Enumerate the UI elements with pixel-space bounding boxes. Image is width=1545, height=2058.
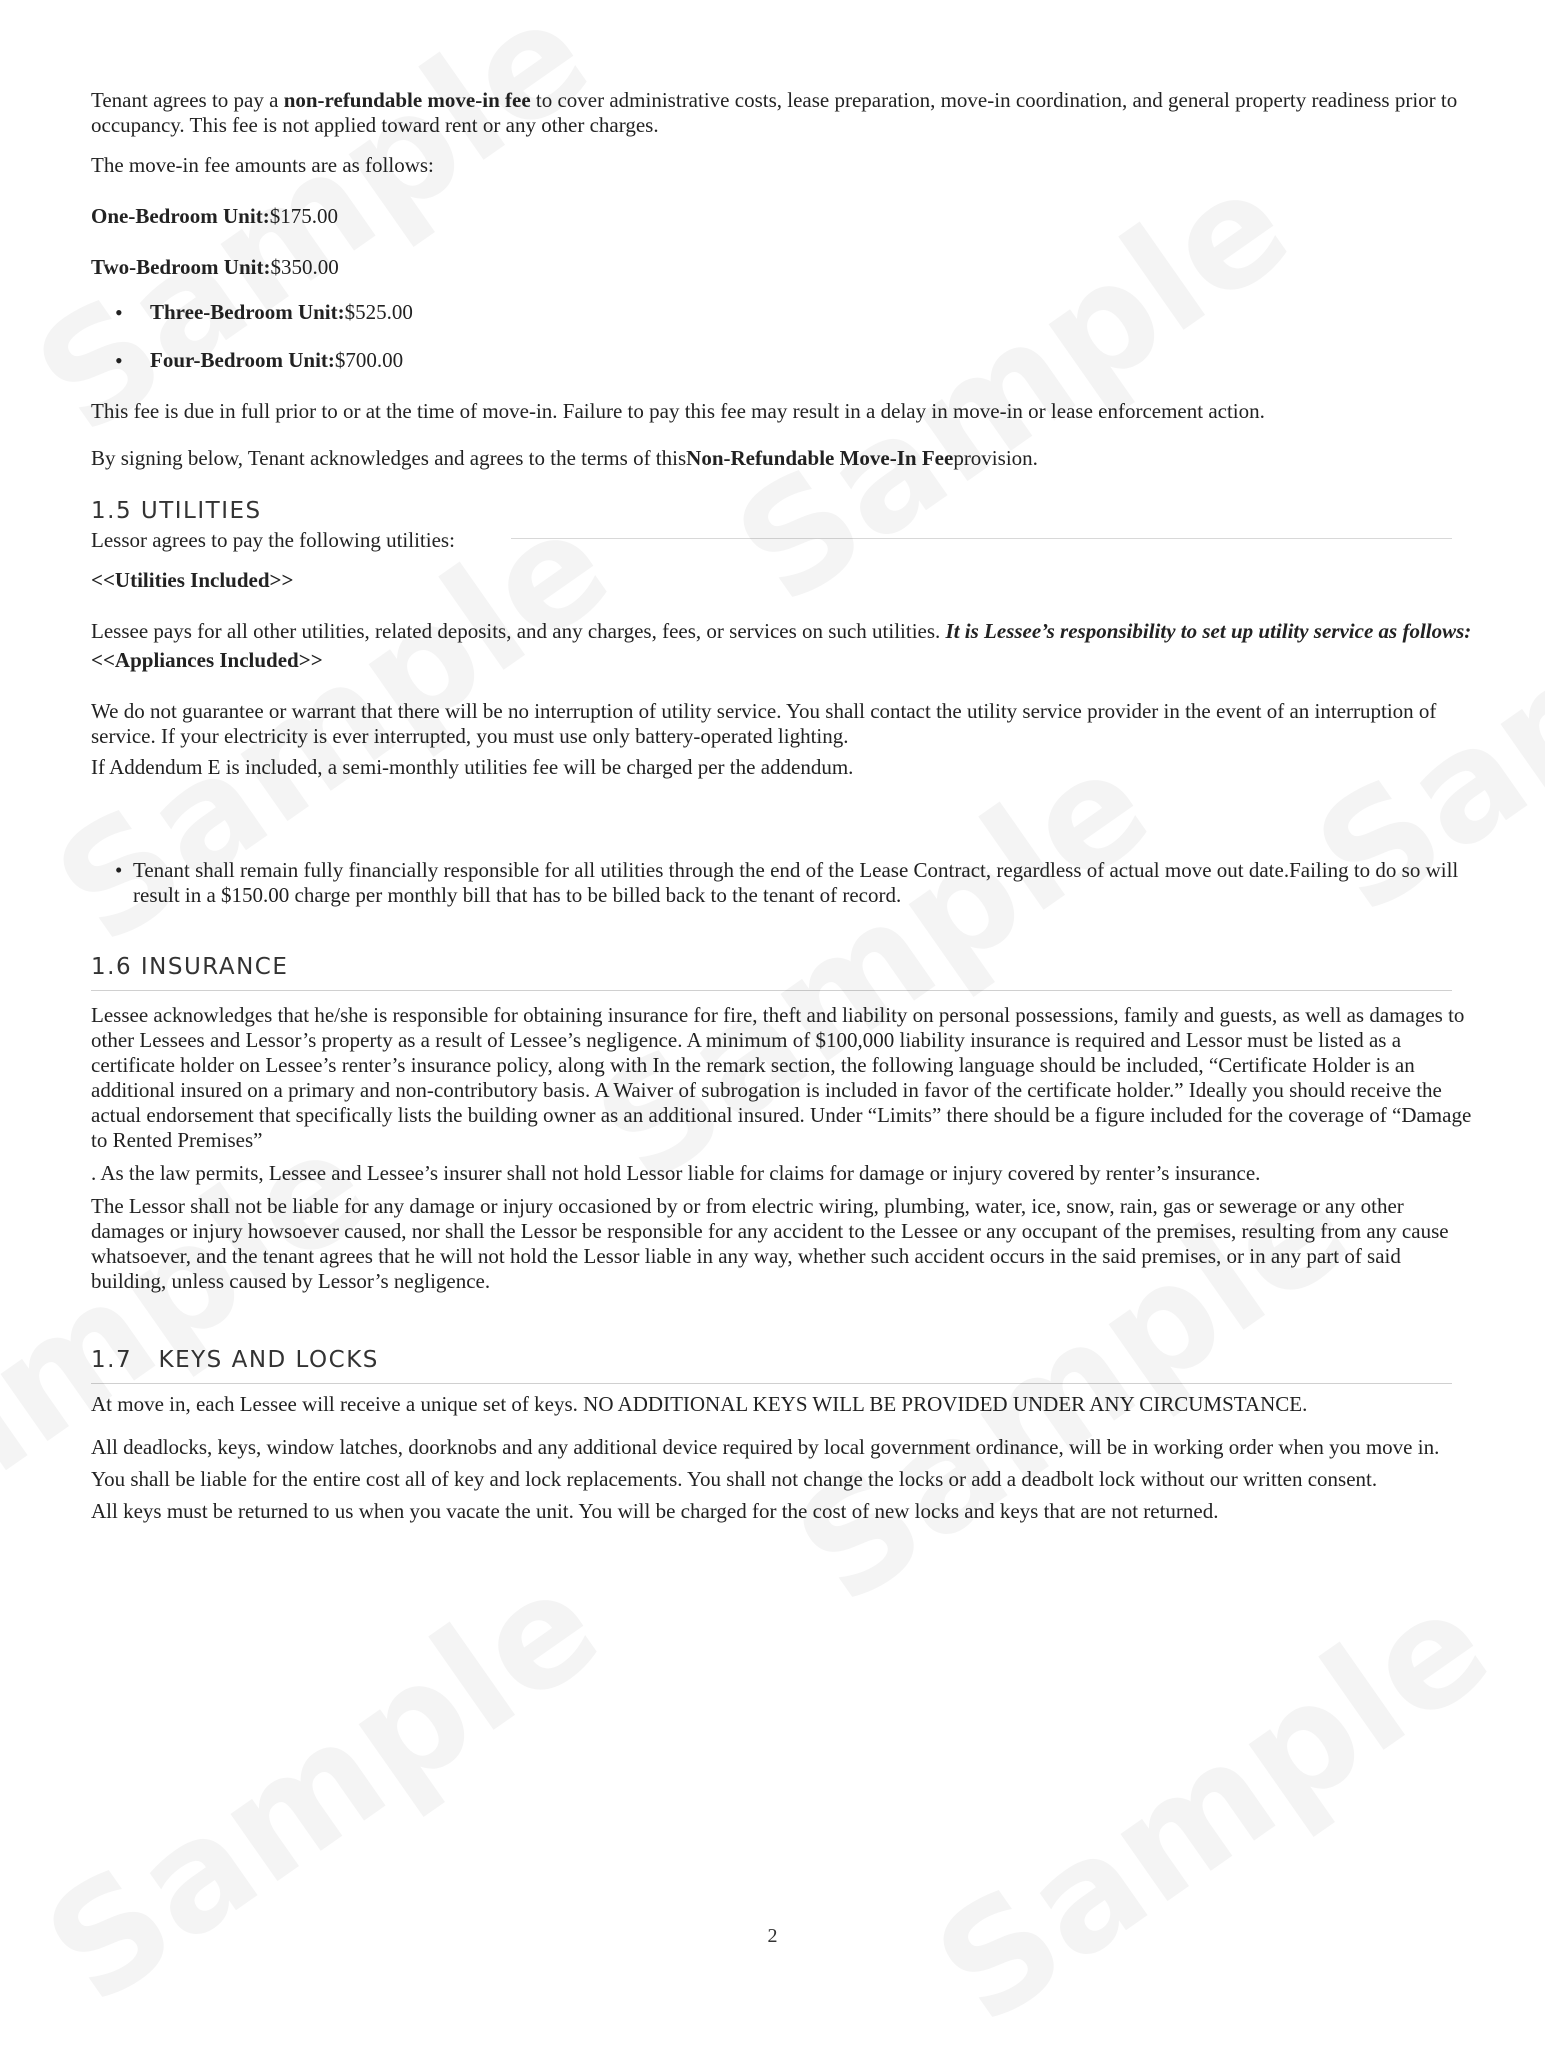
- fee-two-bedroom: Two-Bedroom Unit:$350.00: [91, 255, 339, 279]
- watermark: [17, 1536, 630, 2038]
- fee-intro: Tenant agrees to pay a non-refundable move-in fee to cover administrative costs, lease preparation, move-in coordination, and general property readiness prior to occupancy. This fee is not applied toward rent or any other charges.: [91, 88, 1458, 137]
- utilities-included-placeholder: <<Utilities Included>>: [91, 568, 294, 592]
- utilities-lessor-pays: Lessor agrees to pay the following utilities:: [91, 528, 455, 552]
- utilities-tenant-note: [91, 858, 1481, 908]
- fee-acknowledgement: By signing below, Tenant acknowledges and agrees to the terms of thisNon-Refundable Move-In Feeprovision.: [91, 446, 1038, 470]
- fee-bullet-list: [91, 300, 1481, 373]
- keys-para-4: All keys must be returned to us when you vacate the unit. You will be charged for the cost of new locks and keys that are not returned.: [91, 1499, 1219, 1523]
- keys-para-2: All deadlocks, keys, window latches, doorknobs and any additional device required by local government ordinance, will be in working order when you move in.: [91, 1435, 1440, 1459]
- fee-due-text: This fee is due in full prior to or at the time of move-in. Failure to pay this fee may result in a delay in move-in or lease enforcement action.: [91, 399, 1265, 423]
- utilities-no-guarantee: We do not guarantee or warrant that there will be no interruption of utility service. You shall contact the utility service provider in the event of an interruption of service. If your electricity is ever interrupted, you must use only battery-operated lighting.: [91, 699, 1437, 748]
- appliances-included-placeholder: <<Appliances Included>>: [91, 648, 323, 672]
- watermark: [907, 1556, 1520, 2058]
- keys-heading: 1.7 KEYS AND LOCKS: [91, 1348, 1452, 1384]
- fee-three-bedroom: • Three-Bedroom Unit:$525.00: [115, 300, 413, 325]
- bullet-icon: •: [115, 858, 123, 882]
- insurance-para-2: . As the law permits, Lessee and Lessee’s insurer shall not hold Lessor liable for claims for damage or injury covered by renter’s insurance.: [91, 1161, 1261, 1185]
- utilities-lessee-pays: Lessee pays for all other utilities, related deposits, and any charges, fees, or services on such utilities. It is Lessee’s responsibility to set up utility service as follows:: [91, 619, 1472, 643]
- fee-amounts-intro: The move-in fee amounts are as follows:: [91, 153, 434, 177]
- bullet-icon: •: [115, 348, 123, 373]
- insurance-para-1: Lessee acknowledges that he/she is responsible for obtaining insurance for fire, theft and liability on personal possessions, family and guests, as well as damages to other Lessees and Lessor’s property as a result of Lessee’s negligence. A minimum of $100,000 liability insurance is required and Lessor must be listed as a certificate holder on Lessee’s renter’s insurance policy, along with In the remark section, the following language should be included, “Certificate Holder is an additional insured on a primary and non-contributory basis. A Waiver of subrogation is included in favor of the certificate holder.” Ideally you should receive the actual endorsement that specifically lists the building owner as an additional insured. Under “Limits” there should be a figure included for the coverage of “Damage to Rented Premises”: [91, 1003, 1472, 1152]
- insurance-para-3: The Lessor shall not be liable for any damage or injury occasioned by or from electric wiring, plumbing, water, ice, snow, rain, gas or sewerage or any other damages or injury howsoever caused, nor shall the Lessor be responsible for any accident to the Lessee or any occupant of the premises, resulting from any cause whatsoever, and the tenant agrees that he will not hold the Lessor liable in any way, whether such accident occurs in the said premises, or in any part of said building, unless caused by Lessor’s negligence.: [91, 1194, 1449, 1293]
- keys-para-1: At move in, each Lessee will receive a unique set of keys. NO ADDITIONAL KEYS WILL BE PROVIDED UNDER ANY CIRCUMSTANCE.: [91, 1392, 1308, 1416]
- bullet-icon: •: [115, 300, 123, 325]
- insurance-heading: 1.6 INSURANCE: [91, 955, 1452, 991]
- utilities-addendum: If Addendum E is included, a semi-monthly utilities fee will be charged per the addendum.: [91, 755, 854, 779]
- utilities-heading: 1.5 UTILITIES: [91, 498, 262, 524]
- page-number: 2: [767, 1925, 778, 1947]
- keys-section: [91, 1388, 1481, 1527]
- fee-four-bedroom: • Four-Bedroom Unit:$700.00: [115, 348, 404, 373]
- document-page: [91, 88, 1481, 1527]
- keys-para-3: You shall be liable for the entire cost all of key and lock replacements. You shall not change the locks or add a deadbolt lock without our written consent.: [91, 1467, 1378, 1491]
- tenant-note-text: Tenant shall remain fully financially responsible for all utilities through the end of the Lease Contract, regardless of actual move out date.Failing to do so will result in a $150.00 charge per monthly bill that has to be billed back to the tenant of record.: [133, 858, 1459, 907]
- fee-one-bedroom: One-Bedroom Unit:$175.00: [91, 204, 338, 228]
